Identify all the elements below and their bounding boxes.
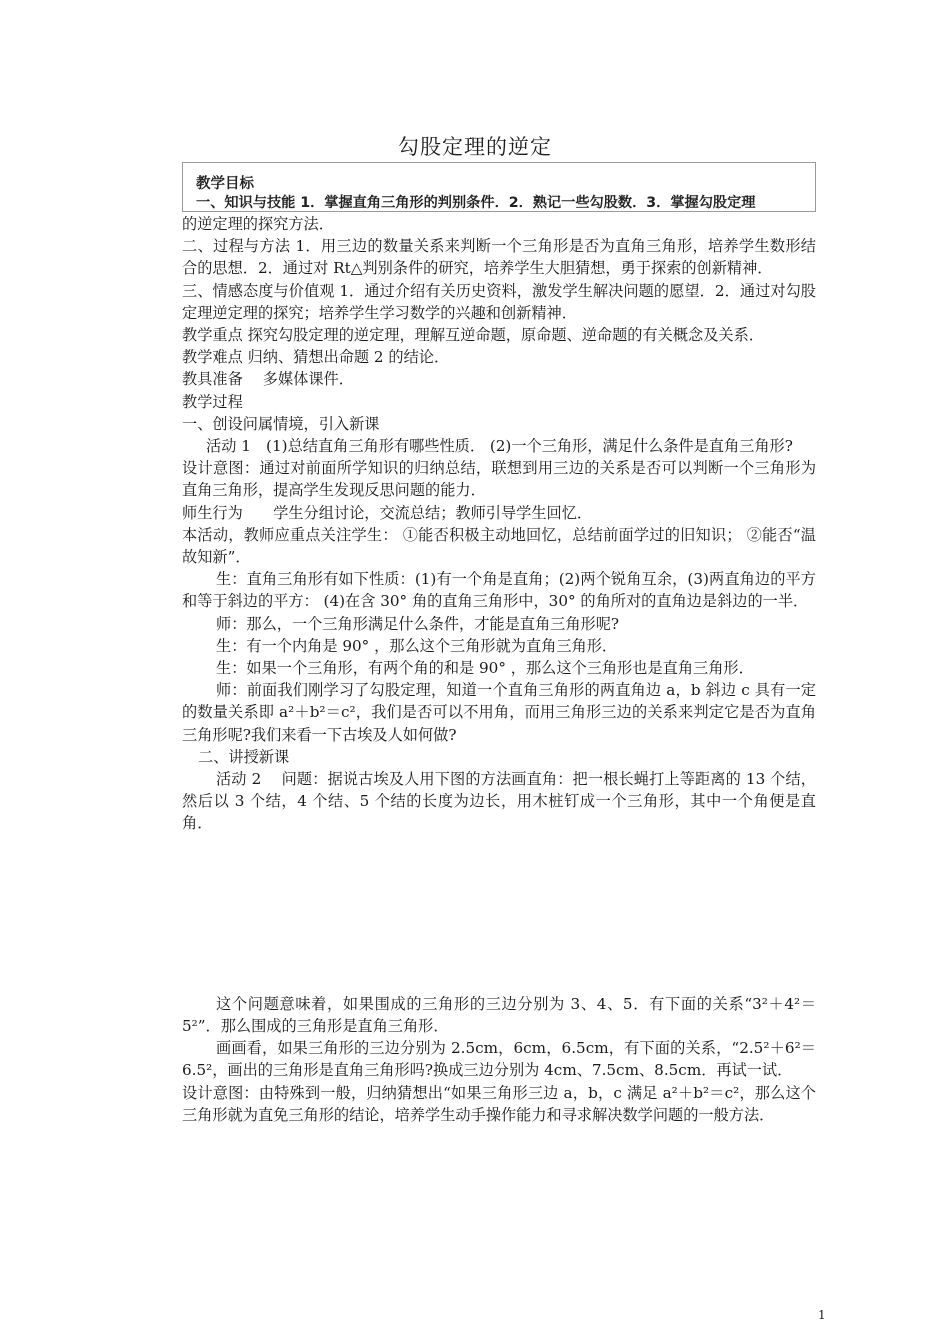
document-body (182, 213, 816, 1126)
paragraph: 生：直角三角形有如下性质：(1)有一个角是直角；(2)两个锐角互余，(3)两直角边的平方和等于斜边的平方： (4)在含 30° 角的直角三角形中，30° 的角所对的直角边是斜边的一半． (182, 570, 816, 611)
paragraph: 生：如果一个三角形，有两个角的和是 90° ，那么这个三角形也是直角三角形． (216, 659, 754, 678)
page-title: 勾股定理的逆定 (398, 135, 552, 159)
paragraph: 教具准备 多媒体课件． (182, 370, 354, 389)
objectives-heading: 教学目标 (196, 176, 254, 192)
paragraph: 一、创设问属情境，引入新课 (182, 414, 380, 433)
paragraph: 教学难点 归纳、猜想出命题 2 的结论． (182, 348, 450, 367)
paragraph: 三、情感态度与价值观 1．通过介绍有关历史资料，激发学生解决问题的愿望．2．通过对勾股定理逆定理的探究；培养学生学习数学的兴趣和创新精神． (182, 281, 816, 322)
objectives-knowledge-line: 一、知识与技能 1．掌握直角三角形的判别条件．2．熟记一些勾股数．3．掌握勾股定理 (196, 195, 756, 211)
paragraph: 设计意图：通过对前面所学知识的归纳总结，联想到用三边的关系是否可以判断一个三角形为直角三角形，提高学生发现反思问题的能力． (182, 459, 816, 500)
paragraph: 的逆定理的探究方法． (182, 215, 334, 233)
page-number: 1 (818, 1308, 826, 1322)
paragraph: 活动 2 问题：据说古埃及人用下图的方法画直角：把一根长蝇打上等距离的 13 个结，然后以 3 个结，4 个结、5 个结的长度为边长，用木桩钉成一个三角形，其中一个角便是直角． (182, 770, 816, 833)
figure-placeholder (182, 835, 816, 993)
paragraph: 二、过程与方法 1．用三边的数量关系来判断一个三角形是否为直角三角形，培养学生数形结合的思想．2．通过对 Rt△判别条件的研究，培养学生大胆猜想，勇于探索的创新精神． (182, 237, 816, 278)
paragraph: 这个问题意味着，如果围成的三角形的三边分别为 3、4、5．有下面的关系“3²＋4²＝5²”．那么围成的三角形是直角三角形． (182, 994, 816, 1035)
paragraph: 教学重点 探究勾股定理的逆定理，理解互逆命题，原命题、逆命题的有关概念及关系． (182, 326, 764, 345)
paragraph: 师生行为 学生分组讨论，交流总结；教师引导学生回忆． (182, 503, 593, 522)
paragraph: 师：那么，一个三角形满足什么条件，才能是直角三角形呢? (216, 614, 620, 633)
paragraph: 二、讲授新课 (198, 747, 290, 766)
paragraph: 活动 1 (1)总结直角三角形有哪些性质． (2)一个三角形，满足什么条件是直角三角形? (206, 437, 793, 456)
paragraph: 本活动，教师应重点关注学生： ①能否积极主动地回忆，总结前面学过的旧知识； ②能否“温故知新”． (182, 525, 816, 567)
paragraph: 生：有一个内角是 90° ，那么这个三角形就为直角三角形． (216, 636, 618, 655)
paragraph: 设计意图：由特殊到一般，归纳猜想出“如果三角形三边 a，b，c 满足 a²＋b²＝c²，那么这个三角形就为直免三角形的结论，培养学生动手操作能力和寻求解决数学问题的一般方法． (182, 1083, 816, 1124)
paragraph: 画画看，如果三角形的三边分别为 2.5cm，6cm，6.5cm，有下面的关系，“2.5²＋6²＝6.5²，画出的三角形是直角三角形吗?换成三边分别为 4cm、7.5cm、8.5cm．再试一试． (182, 1039, 816, 1080)
paragraph: 教学过程 (182, 392, 243, 411)
paragraph: 师：前面我们刚学习了勾股定理，知道一个直角三角形的两直角边 a，b 斜边 c 具有一定的数量关系即 a²＋b²＝c²，我们是否可以不用角，而用三角形三边的关系来判定它是否为直角三角形呢?我们来看一下古埃及人如何做? (182, 681, 816, 744)
